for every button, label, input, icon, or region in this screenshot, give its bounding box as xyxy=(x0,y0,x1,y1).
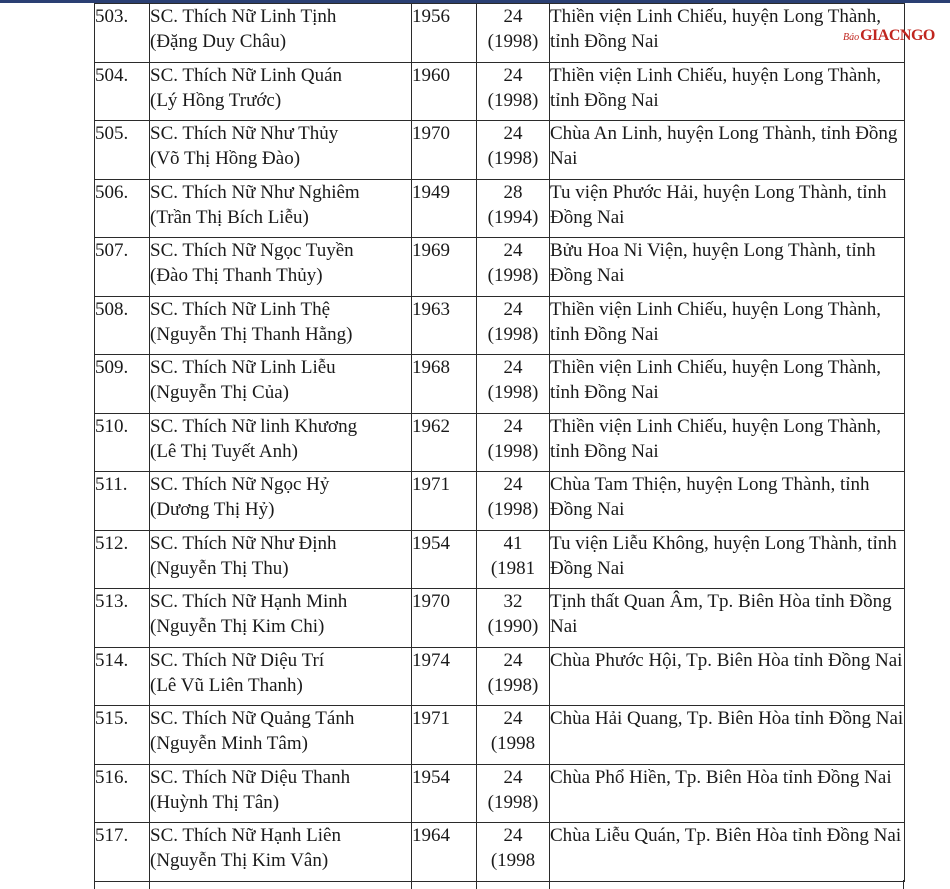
secular-name: (Lý Hồng Trước) xyxy=(150,89,282,111)
birth-year-cell xyxy=(412,4,477,63)
secular-name: (Nguyễn Thị Kim Chi) xyxy=(150,616,325,637)
cut-row-border xyxy=(149,880,150,889)
row-number-cell xyxy=(95,530,150,589)
ordination-year: (1998) xyxy=(487,265,539,286)
name-cell xyxy=(150,589,412,648)
dharma-name: SC. Thích Nữ Quảng Tánh xyxy=(150,708,355,729)
name-cell xyxy=(150,296,412,355)
secular-name: (Trần Thị Bích Liễu) xyxy=(150,206,309,228)
ordination-year: (1998) xyxy=(487,89,539,111)
birth-year-cell xyxy=(412,823,477,882)
place-cell xyxy=(550,179,905,238)
name-cell xyxy=(150,355,412,414)
table-row xyxy=(95,472,905,531)
temple-location: Thiền viện Linh Chiếu, huyện Long Thành, tỉnh Đồng Nai xyxy=(550,298,882,345)
row-number: 506. xyxy=(95,181,129,203)
age-cell xyxy=(477,238,550,297)
table-row xyxy=(95,823,905,882)
place-cell xyxy=(550,62,905,121)
secular-name: (Nguyễn Thị Của) xyxy=(150,382,289,403)
name-cell xyxy=(150,121,412,180)
dharma-name: SC. Thích Nữ Như Định xyxy=(150,532,337,554)
age-cell xyxy=(477,764,550,823)
cut-row-border xyxy=(94,880,95,889)
dharma-name: SC. Thích Nữ Hạnh Minh xyxy=(150,591,348,612)
temple-location: Thiền viện Linh Chiếu, huyện Long Thành, tỉnh Đồng Nai xyxy=(550,6,882,52)
dharma-name: SC. Thích Nữ Ngọc Tuyền xyxy=(150,240,354,261)
birth-year: 1949 xyxy=(412,181,450,203)
birth-year-cell xyxy=(412,589,477,648)
age-value: 24 xyxy=(503,123,523,144)
row-number-cell xyxy=(95,238,150,297)
table-row xyxy=(95,355,905,414)
temple-location: Thiền viện Linh Chiếu, huyện Long Thành, tỉnh Đồng Nai xyxy=(550,64,882,111)
temple-location: Chùa An Linh, huyện Long Thành, tỉnh Đồng Nai xyxy=(550,123,898,169)
birth-year-cell xyxy=(412,179,477,238)
ordination-year: (1994) xyxy=(487,206,539,228)
age-value: 24 xyxy=(503,6,523,27)
place-cell xyxy=(550,706,905,765)
age-cell xyxy=(477,4,550,63)
row-number: 505. xyxy=(95,123,129,144)
birth-year: 1970 xyxy=(412,123,450,144)
dharma-name: SC. Thích Nữ linh Khương xyxy=(150,415,358,437)
temple-location: Chùa Tam Thiện, huyện Long Thành, tỉnh Đồng Nai xyxy=(550,474,870,520)
dharma-name: SC. Thích Nữ Linh Quán xyxy=(150,64,343,86)
row-number-cell xyxy=(95,472,150,531)
name-cell xyxy=(150,238,412,297)
dharma-name: SC. Thích Nữ Như Thủy xyxy=(150,123,339,144)
row-number: 516. xyxy=(95,766,129,788)
row-number: 512. xyxy=(95,532,129,554)
age-value: 24 xyxy=(503,474,523,495)
secular-name: (Võ Thị Hồng Đào) xyxy=(150,148,301,169)
dharma-name: SC. Thích Nữ Hạnh Liên xyxy=(150,825,341,846)
birth-year: 1970 xyxy=(412,591,450,612)
age-value: 24 xyxy=(503,64,523,86)
row-number: 509. xyxy=(95,357,129,378)
birth-year: 1962 xyxy=(412,415,450,437)
dharma-name: SC. Thích Nữ Linh Liễu xyxy=(150,357,336,378)
temple-location: Chùa Liễu Quán, Tp. Biên Hòa tỉnh Đồng Nai xyxy=(550,825,902,846)
place-cell xyxy=(550,296,905,355)
ordination-year: (1998) xyxy=(487,499,539,520)
table-row xyxy=(95,706,905,765)
row-number: 514. xyxy=(95,649,129,671)
ordination-year: (1998) xyxy=(487,323,539,345)
birth-year: 1969 xyxy=(412,240,450,261)
ordination-year: (1990) xyxy=(487,616,539,637)
place-cell xyxy=(550,823,905,882)
table-row xyxy=(95,764,905,823)
ordination-year: (1998) xyxy=(487,440,539,462)
row-number-cell xyxy=(95,121,150,180)
name-cell xyxy=(150,179,412,238)
row-number: 513. xyxy=(95,591,129,612)
table-row xyxy=(95,238,905,297)
birth-year: 1974 xyxy=(412,649,450,671)
birth-year-cell xyxy=(412,355,477,414)
place-cell xyxy=(550,764,905,823)
name-cell xyxy=(150,823,412,882)
name-cell xyxy=(150,62,412,121)
birth-year-cell xyxy=(412,530,477,589)
cut-row-border xyxy=(903,880,904,889)
temple-location: Chùa Hải Quang, Tp. Biên Hòa tỉnh Đồng Nai xyxy=(550,708,904,729)
row-number-cell xyxy=(95,296,150,355)
secular-name: (Nguyễn Thị Thu) xyxy=(150,557,289,579)
row-number-cell xyxy=(95,179,150,238)
table-row xyxy=(95,589,905,648)
row-number: 510. xyxy=(95,415,129,437)
birth-year-cell xyxy=(412,413,477,472)
dharma-name: SC. Thích Nữ Như Nghiêm xyxy=(150,181,360,203)
age-cell xyxy=(477,62,550,121)
temple-location: Bửu Hoa Ni Viện, huyện Long Thành, tỉnh Đồng Nai xyxy=(550,240,876,286)
age-cell xyxy=(477,472,550,531)
row-number-cell xyxy=(95,62,150,121)
age-cell xyxy=(477,530,550,589)
birth-year: 1960 xyxy=(412,64,450,86)
temple-location: Tu viện Phước Hải, huyện Long Thành, tỉnh Đồng Nai xyxy=(550,181,887,228)
birth-year-cell xyxy=(412,121,477,180)
age-cell xyxy=(477,296,550,355)
dharma-name: SC. Thích Nữ Linh Tịnh xyxy=(150,6,337,27)
next-row-partial xyxy=(94,880,904,889)
temple-location: Tịnh thất Quan Âm, Tp. Biên Hòa tỉnh Đồng Nai xyxy=(550,591,892,637)
ordination-year: (1998) xyxy=(487,791,539,813)
place-cell xyxy=(550,589,905,648)
age-value: 28 xyxy=(503,181,523,203)
age-value: 24 xyxy=(503,415,523,437)
document-page xyxy=(94,3,904,882)
cut-row-border xyxy=(411,880,412,889)
ordination-year: (1998) xyxy=(487,148,539,169)
birth-year: 1971 xyxy=(412,474,450,495)
row-number-cell xyxy=(95,647,150,706)
row-number: 507. xyxy=(95,240,129,261)
age-value: 24 xyxy=(503,825,523,846)
age-cell xyxy=(477,121,550,180)
name-cell xyxy=(150,413,412,472)
birth-year: 1954 xyxy=(412,532,450,554)
row-number-cell xyxy=(95,823,150,882)
birth-year-cell xyxy=(412,238,477,297)
age-value: 24 xyxy=(503,766,523,788)
ordination-year: (1998 xyxy=(490,850,536,871)
name-cell xyxy=(150,530,412,589)
age-cell xyxy=(477,647,550,706)
age-cell xyxy=(477,589,550,648)
cut-row-border xyxy=(549,880,550,889)
birth-year-cell xyxy=(412,706,477,765)
name-cell xyxy=(150,764,412,823)
watermark-small-text: Báo xyxy=(843,32,860,43)
age-cell xyxy=(477,706,550,765)
ordination-year: (1998 xyxy=(490,733,536,754)
table-row xyxy=(95,121,905,180)
row-number: 515. xyxy=(95,708,129,729)
age-value: 41 xyxy=(503,532,523,554)
row-number-cell xyxy=(95,589,150,648)
secular-name: (Lê Thị Tuyết Anh) xyxy=(150,440,298,462)
temple-location: Tu viện Liễu Không, huyện Long Thành, tỉnh Đồng Nai xyxy=(550,532,897,579)
birth-year-cell xyxy=(412,296,477,355)
table-row xyxy=(95,179,905,238)
birth-year-cell xyxy=(412,764,477,823)
ordination-year: (1998) xyxy=(487,674,539,696)
secular-name: (Nguyễn Thị Kim Vân) xyxy=(150,850,329,871)
monastic-list-table xyxy=(94,3,905,882)
birth-year-cell xyxy=(412,472,477,531)
temple-location: Chùa Phước Hội, Tp. Biên Hòa tỉnh Đồng Nai xyxy=(550,649,903,671)
watermark-big-text: GIACNGO xyxy=(860,27,935,44)
row-number-cell xyxy=(95,413,150,472)
row-number-cell xyxy=(95,764,150,823)
dharma-name: SC. Thích Nữ Diệu Trí xyxy=(150,649,325,671)
row-number-cell xyxy=(95,706,150,765)
bao-giac-ngo-watermark-logo xyxy=(843,27,935,47)
place-cell xyxy=(550,530,905,589)
ordination-year: (1981 xyxy=(490,557,536,579)
birth-year: 1971 xyxy=(412,708,450,729)
row-number: 517. xyxy=(95,825,129,846)
birth-year: 1954 xyxy=(412,766,450,788)
row-number-cell xyxy=(95,4,150,63)
temple-location: Thiền viện Linh Chiếu, huyện Long Thành, tỉnh Đồng Nai xyxy=(550,357,882,403)
age-cell xyxy=(477,179,550,238)
birth-year-cell xyxy=(412,62,477,121)
secular-name: (Đặng Duy Châu) xyxy=(150,31,287,52)
ordination-year: (1998) xyxy=(487,31,539,52)
dharma-name: SC. Thích Nữ Diệu Thanh xyxy=(150,766,351,788)
age-value: 24 xyxy=(503,357,523,378)
birth-year: 1968 xyxy=(412,357,450,378)
age-value: 24 xyxy=(503,298,523,320)
table-row xyxy=(95,413,905,472)
temple-location: Chùa Phổ Hiền, Tp. Biên Hòa tỉnh Đồng Nai xyxy=(550,766,892,788)
place-cell xyxy=(550,121,905,180)
birth-year: 1964 xyxy=(412,825,450,846)
place-cell xyxy=(550,413,905,472)
table-row xyxy=(95,530,905,589)
table-row xyxy=(95,4,905,63)
age-value: 24 xyxy=(503,649,523,671)
birth-year: 1963 xyxy=(412,298,450,320)
table-row xyxy=(95,296,905,355)
dharma-name: SC. Thích Nữ Linh Thệ xyxy=(150,298,331,320)
place-cell xyxy=(550,238,905,297)
table-row xyxy=(95,62,905,121)
age-value: 24 xyxy=(503,708,523,729)
row-number: 511. xyxy=(95,474,128,495)
secular-name: (Dương Thị Hỷ) xyxy=(150,499,275,520)
age-cell xyxy=(477,823,550,882)
name-cell xyxy=(150,4,412,63)
age-cell xyxy=(477,355,550,414)
row-number: 504. xyxy=(95,64,129,86)
secular-name: (Huỳnh Thị Tân) xyxy=(150,791,280,813)
secular-name: (Lê Vũ Liên Thanh) xyxy=(150,674,303,696)
cut-row-border xyxy=(476,880,477,889)
ordination-year: (1998) xyxy=(487,382,539,403)
name-cell xyxy=(150,647,412,706)
place-cell xyxy=(550,355,905,414)
row-number: 503. xyxy=(95,6,129,27)
row-number-cell xyxy=(95,355,150,414)
name-cell xyxy=(150,472,412,531)
row-number: 508. xyxy=(95,298,129,320)
dharma-name: SC. Thích Nữ Ngọc Hỷ xyxy=(150,474,330,495)
place-cell xyxy=(550,647,905,706)
age-value: 32 xyxy=(503,591,523,612)
birth-year: 1956 xyxy=(412,6,450,27)
table-row xyxy=(95,647,905,706)
name-cell xyxy=(150,706,412,765)
birth-year-cell xyxy=(412,647,477,706)
age-value: 24 xyxy=(503,240,523,261)
secular-name: (Nguyễn Thị Thanh Hằng) xyxy=(150,323,353,345)
age-cell xyxy=(477,413,550,472)
table-body xyxy=(95,4,905,882)
place-cell xyxy=(550,472,905,531)
temple-location: Thiền viện Linh Chiếu, huyện Long Thành, tỉnh Đồng Nai xyxy=(550,415,882,462)
secular-name: (Đào Thị Thanh Thủy) xyxy=(150,265,323,286)
secular-name: (Nguyễn Minh Tâm) xyxy=(150,733,308,754)
